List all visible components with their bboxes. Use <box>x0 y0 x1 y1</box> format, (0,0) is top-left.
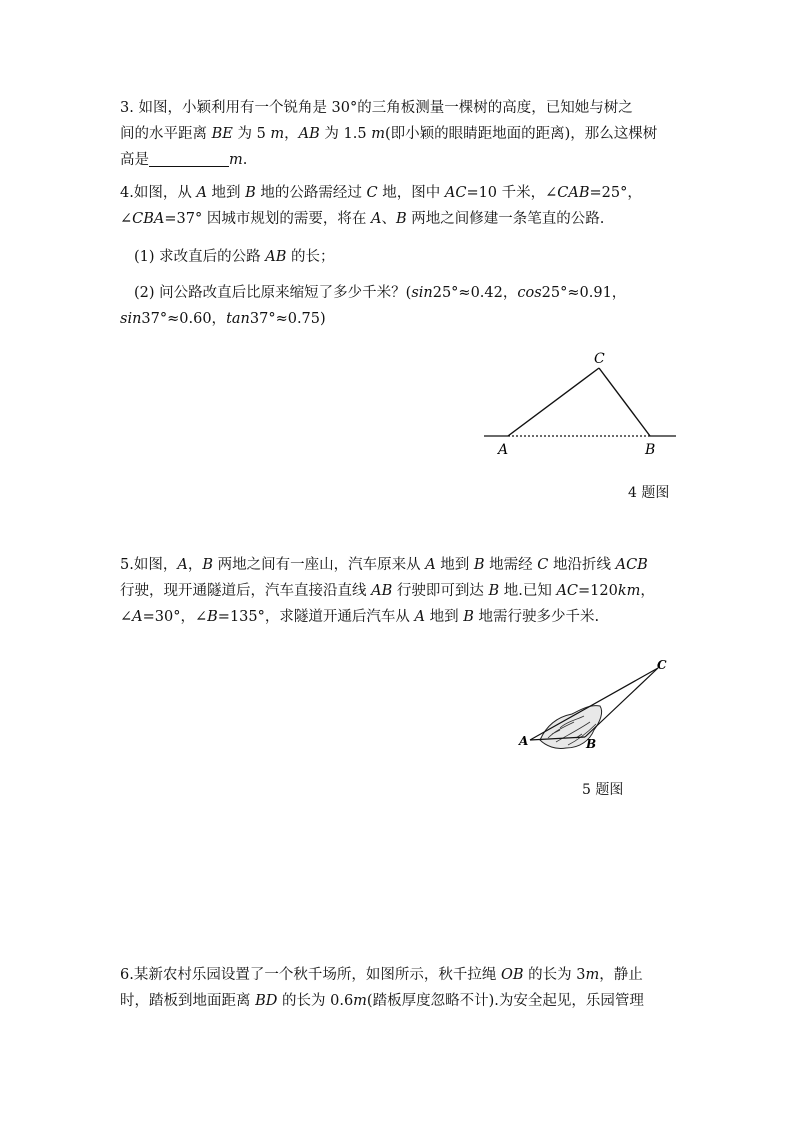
q4-func: sin <box>411 285 433 301</box>
q4-var: C <box>366 185 378 201</box>
q4-text: 25°≈0.91， <box>541 285 627 301</box>
q3-text: 3. 如图，小颖利用有一个锐角是 30°的三角板测量一棵树的高度，已知她与树之 <box>120 100 633 116</box>
q4-text: 地的公路需经过 <box>255 185 367 201</box>
q5-text: 5.如图， <box>120 557 178 573</box>
q4-text: 地到 <box>206 185 246 201</box>
q5-var: B <box>207 609 218 625</box>
q4-text: (1) 求改直后的公路 <box>134 249 266 265</box>
q4-text: (2) 问公路改直后比原来缩短了多少千米？( <box>134 285 412 301</box>
q6-text: 的长为 0.6 <box>277 993 354 1009</box>
figure-5-caption: 5 题图 <box>582 782 624 798</box>
q6-text: 时，踏板到地面距离 <box>120 993 256 1009</box>
q5-text: ， <box>187 557 203 573</box>
q4-var: A <box>196 185 207 201</box>
figure-4-caption: 4 题图 <box>628 485 670 501</box>
q3-text: 高是 <box>120 152 149 168</box>
q5-var: C <box>537 557 549 573</box>
q4-var: A <box>370 211 382 227</box>
q4-var: AB <box>265 249 287 265</box>
fig4-label-c: C <box>594 351 605 367</box>
q5-text: 地到 <box>435 557 474 573</box>
q3-unit: m <box>229 152 243 168</box>
q6-text: (踏板厚度忽略不计).为安全起见，乐园管理 <box>366 993 644 1009</box>
q3-unit: m <box>371 126 385 142</box>
q3-text: (即小颖的眼睛距地面的距离)，那么这棵树 <box>384 126 658 142</box>
q4-text: 4.如图，从 <box>120 185 197 201</box>
q3-text: 为 1.5 <box>319 126 372 142</box>
q5-var: A <box>132 609 143 625</box>
q5-var: A <box>425 557 436 573</box>
q5-text: ， <box>640 583 655 599</box>
fig5-label-a: A <box>519 734 529 748</box>
q5-var: AC <box>556 583 579 599</box>
q4-func: tan <box>226 311 250 327</box>
q4-text: =10 千米，∠ <box>466 185 558 201</box>
q5-text: 地.已知 <box>499 583 557 599</box>
q5-text: 两地之间有一座山，汽车原来从 <box>212 557 426 573</box>
q5-text: =30°，∠ <box>142 609 208 625</box>
q4-var: B <box>395 211 407 227</box>
q6-text: 6.某新农村乐园设置了一个秋千场所，如图所示，秋千拉绳 <box>120 967 501 983</box>
q5-var: A <box>414 609 425 625</box>
q4-text: 37°≈0.75) <box>249 311 326 327</box>
q3-text: ， <box>284 126 299 142</box>
q4-text: =25°， <box>589 185 642 201</box>
q3-text: 为 5 <box>232 126 271 142</box>
q5-text: 地沿折线 <box>548 557 616 573</box>
q6-line-1 <box>120 962 680 988</box>
q4-text: 、 <box>381 211 396 227</box>
q5-var: B <box>473 557 485 573</box>
question-6 <box>120 962 680 1014</box>
q4-var: B <box>245 185 256 201</box>
q5-var: B <box>202 557 213 573</box>
q4-text: 两地之间修建一条笔直的公路. <box>406 211 605 227</box>
q5-text: 行驶即可到达 <box>392 583 489 599</box>
q4-var: AC <box>444 185 467 201</box>
q5-text: 行驶，现开通隧道后，汽车直接沿直线 <box>120 583 372 599</box>
q3-var: AB <box>298 126 320 142</box>
q4-func: sin <box>120 311 142 327</box>
fig4-label-b: B <box>645 442 656 458</box>
q3-var: BE <box>211 126 233 142</box>
q5-text: ∠ <box>120 609 133 625</box>
q4-text: =37° 因城市规划的需要，将在 <box>164 211 371 227</box>
q6-text: ，静止 <box>599 967 643 983</box>
q5-var: B <box>488 583 500 599</box>
q5-text: 地需行驶多少千米. <box>473 609 600 625</box>
q5-var: AB <box>371 583 393 599</box>
q6-text: 的长为 3 <box>523 967 586 983</box>
q5-unit: km <box>617 583 641 599</box>
q5-text: =120 <box>578 583 618 599</box>
q4-text: 37°≈0.60， <box>141 311 227 327</box>
q4-var: CBA <box>132 211 165 227</box>
q5-text: =135°，求隧道开通后汽车从 <box>217 609 415 625</box>
q4-func: cos <box>517 285 542 301</box>
q5-text: 地需经 <box>484 557 538 573</box>
q5-var: A <box>177 557 188 573</box>
q6-unit: m <box>585 967 600 983</box>
q4-text: ∠ <box>120 211 133 227</box>
fig5-label-b: B <box>586 737 597 751</box>
q5-var: B <box>463 609 474 625</box>
q3-text: . <box>242 152 248 168</box>
q3-unit: m <box>270 126 285 142</box>
fig4-label-a: A <box>498 442 509 458</box>
q6-var: OB <box>500 967 524 983</box>
q3-text: 间的水平距离 <box>120 126 212 142</box>
q5-text: 地到 <box>424 609 464 625</box>
q5-var: ACB <box>615 557 648 573</box>
q6-unit: m <box>353 993 367 1009</box>
q6-var: BD <box>255 993 278 1009</box>
q4-text: 25°≈0.42， <box>432 285 518 301</box>
q6-line-2 <box>120 988 680 1014</box>
q4-var: CAB <box>557 185 590 201</box>
q4-text: 地，图中 <box>377 185 445 201</box>
q4-text: 的长； <box>286 249 335 265</box>
fig5-label-c: C <box>657 658 667 672</box>
